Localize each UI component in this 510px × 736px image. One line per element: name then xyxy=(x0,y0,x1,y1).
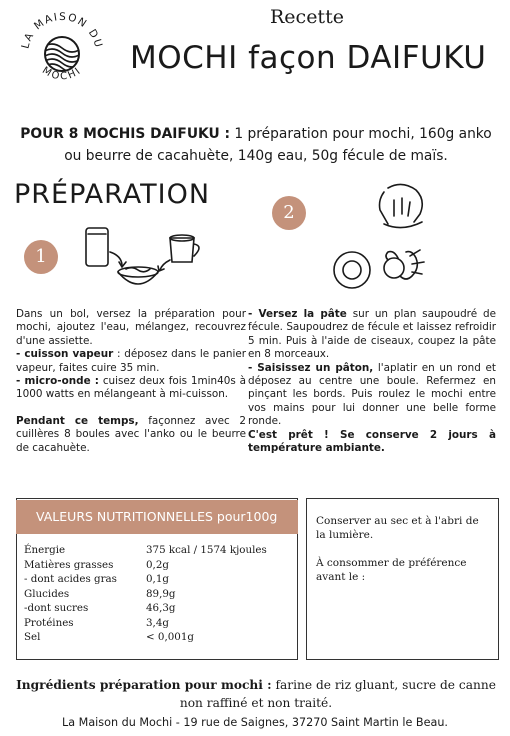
nutrition-row xyxy=(24,617,267,632)
preparation-title: PRÉPARATION xyxy=(14,179,211,210)
servings-line xyxy=(16,123,496,167)
nutrient-value: 89,9g xyxy=(146,587,176,600)
step1-text xyxy=(16,308,246,455)
nutrient-label: - dont acides gras xyxy=(24,573,117,585)
nutrient-value: 0,1g xyxy=(146,573,169,585)
nutrition-row xyxy=(24,588,267,603)
nutrient-value: 375 kcal / 1574 kjoules xyxy=(146,544,267,556)
mixing-bowl-illustration-icon xyxy=(82,222,212,300)
brand-logo xyxy=(16,8,108,100)
meanwhile-text: façonnez avec 2 cuillères 8 boules avec l'anko ou le beurre de cacahuète. xyxy=(16,414,246,454)
nutrition-row xyxy=(24,544,267,559)
steam-label: - cuisson vapeur xyxy=(16,348,114,361)
footer-address: La Maison du Mochi - 19 rue de Saignes, 37270 Saint Martin le Beau. xyxy=(62,716,448,729)
svg-text:LA MAISON DU xyxy=(19,11,104,50)
servings-text: 1 préparation pour mochi, 160g anko ou beurre de cacahuète, 140g eau, 50g fécule de maïs. xyxy=(64,126,492,164)
pour-dough-text: sur un plan saupoudré de fécule. Saupoudrez de fécule et laissez refroidir 5 min. Puis à l'aide de ciseaux, coupez la pâte en 8 morceaux. xyxy=(248,308,496,361)
steam-text: : déposez dans le panier vapeur, faites cuire 35 min. xyxy=(16,348,246,374)
logo-text-bottom: MOCHI xyxy=(40,65,85,83)
nutrient-value: 3,4g xyxy=(146,616,169,629)
nutrient-value: < 0,001g xyxy=(146,631,194,643)
recipe-label: Recette xyxy=(270,6,344,28)
logo-text-top: LA MAISON DU xyxy=(19,10,105,51)
nutrient-value: 46,3g xyxy=(146,602,176,614)
nutrition-row xyxy=(24,631,267,646)
servings-bold: POUR 8 MOCHIS DAIFUKU : xyxy=(20,126,230,142)
step2-number: 2 xyxy=(272,196,306,230)
wave-circle-logo-icon xyxy=(16,8,108,100)
page-title: MOCHI façon DAIFUKU xyxy=(130,40,487,76)
ingredients-label: Ingrédients préparation pour mochi : xyxy=(16,678,272,692)
nutrition-row xyxy=(24,602,267,617)
take-piece-label: - Saisissez un pâton, xyxy=(248,361,374,374)
nutrition-table xyxy=(24,544,267,646)
nutrient-label: Glucides xyxy=(24,587,70,600)
pour-dough-label: - Versez la pâte xyxy=(248,308,347,320)
nutrient-label: Énergie xyxy=(24,544,66,556)
step1-paragraph: Dans un bol, versez la préparation pour mochi, ajoutez l'eau, mélangez, recouvrez d'une assiette. xyxy=(16,308,246,347)
ingredients-line xyxy=(16,676,496,712)
nutrient-label: Matières grasses xyxy=(24,558,114,571)
nutrient-label: Sel xyxy=(24,631,41,643)
nutrient-label: Protéines xyxy=(24,616,74,629)
conservation-line-2: À consommer de préférence avant le : xyxy=(316,557,467,583)
nutrition-row xyxy=(24,573,267,588)
step1-number: 1 xyxy=(24,240,58,274)
meanwhile-label: Pendant ce temps, xyxy=(16,414,139,427)
take-piece-text: l'aplatir en un rond et déposez au centre une boule. Refermez en pinçant les bords. Puis roulez le mochi entre vos mains pour lui donner une belle forme ronde. xyxy=(248,361,496,428)
conservation-line-1: Conserver au sec et à l'abri de la lumière. xyxy=(316,515,479,541)
ingredients-text: farine de riz gluant, sucre de canne non raffiné et non traité. xyxy=(179,678,496,710)
nutrient-label: -dont sucres xyxy=(24,602,89,614)
ready-text: C'est prêt ! Se conserve 2 jours à température ambiante. xyxy=(248,428,496,455)
nutrition-row xyxy=(24,559,267,574)
step2-text xyxy=(248,308,496,455)
nutrient-value: 0,2g xyxy=(146,558,169,571)
conservation-text xyxy=(316,514,491,584)
shaping-hands-illustration-icon xyxy=(322,180,442,300)
nutrition-header: VALEURS NUTRITIONNELLES pour100g xyxy=(16,500,298,534)
microwave-label: - micro-onde : xyxy=(16,375,99,388)
microwave-text: cuisez deux fois 1min40s à 1000 watts en mélangeant à mi-cuisson. xyxy=(16,375,246,401)
